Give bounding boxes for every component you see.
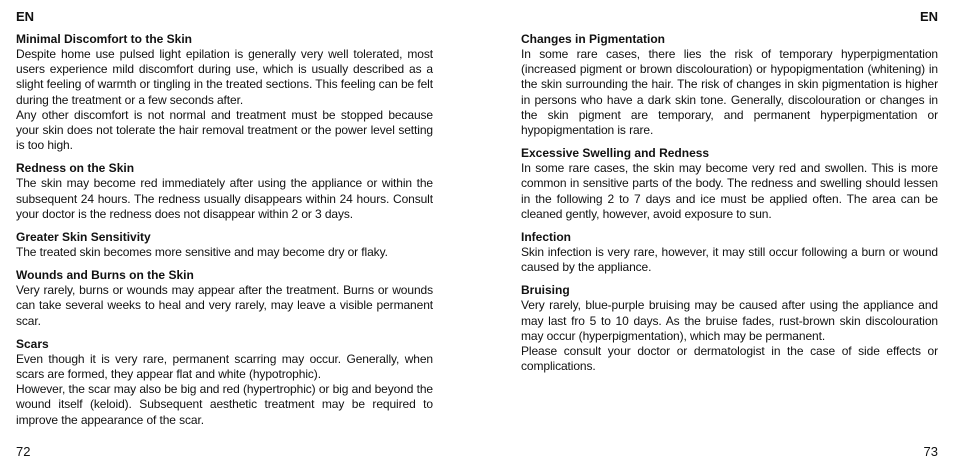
section-minimal-discomfort bbox=[16, 32, 433, 153]
section-paragraph: The treated skin becomes more sensitive and may become dry or flaky. bbox=[16, 245, 388, 260]
section-wounds-burns bbox=[16, 268, 433, 329]
section-paragraph: Please consult your doctor or dermatologist in the case of side effects or complications. bbox=[521, 344, 938, 374]
section-heading: Excessive Swelling and Redness bbox=[521, 146, 710, 161]
language-label: EN bbox=[919, 9, 938, 24]
right-page bbox=[477, 0, 954, 470]
section-pigmentation bbox=[521, 32, 938, 138]
section-heading: Changes in Pigmentation bbox=[521, 32, 666, 46]
section-heading: Infection bbox=[521, 230, 571, 245]
section-paragraph: Very rarely, blue-purple bruising may be caused after using the appliance and may last fro 5 to 10 days. As the bruise fades, rust-brown skin discolouration may occur (hyperpigmentation), which may be permanent. bbox=[521, 298, 938, 343]
section-bruising bbox=[521, 283, 938, 374]
section-paragraph: However, the scar may also be big and red (hypertrophic) or big and beyond the wound itself (keloid). Subsequent aesthetic treatment may be required to improve the appearance of the scar. bbox=[16, 382, 433, 427]
section-heading: Scars bbox=[16, 336, 49, 351]
section-scars bbox=[16, 337, 433, 428]
section-paragraph: Very rarely, burns or wounds may appear after the treatment. Burns or wounds can take several weeks to heal and very rarely, may leave a visible permanent scar. bbox=[16, 283, 433, 328]
section-redness bbox=[16, 161, 433, 222]
section-paragraph: Any other discomfort is not normal and treatment must be stopped because your skin does not tolerate the hair removal treatment or the power level setting is too high. bbox=[16, 107, 433, 153]
section-paragraph: Even though it is very rare, permanent scarring may occur. Generally, when scars are formed, they appear flat and white (hypotrophic). bbox=[16, 351, 433, 382]
section-paragraph: In some rare cases, there lies the risk of temporary hyperpigmentation (increased pigment or brown discolouration) or hypopigmentation (whitening) in the skin surrounding the hair. The risk of changes in skin pigmentation is higher in persons who have a dark skin tone. Generally, discolouration or changes in the skin pigment are temporary, and permanent hyperpigmentation or hypopigmentation is rare. bbox=[521, 47, 938, 138]
section-paragraph: The skin may become red immediately after using the appliance or within the subsequent 24 hours. The redness usually disappears within 24 hours. Consult your doctor is the redness does not disappear within 2 or 3 days. bbox=[16, 176, 433, 221]
section-heading: Wounds and Burns on the Skin bbox=[16, 268, 194, 283]
text-column bbox=[16, 32, 433, 436]
section-paragraph: Skin infection is very rare, however, it may still occur following a burn or wound caused by the appliance. bbox=[521, 245, 938, 275]
section-paragraph: In some rare cases, the skin may become very red and swollen. This is more common in sensitive parts of the body. The redness and swelling should lessen in the following 2 to 7 days and ice must be applied often. The area can be cleaned gently, however, avoid exposure to sun. bbox=[521, 161, 938, 221]
section-infection bbox=[521, 230, 938, 275]
section-heading: Minimal Discomfort to the Skin bbox=[16, 32, 193, 46]
section-sensitivity bbox=[16, 230, 433, 260]
section-heading: Bruising bbox=[521, 283, 570, 298]
page-number: 73 bbox=[923, 444, 938, 459]
page-number: 72 bbox=[16, 444, 31, 459]
section-heading: Greater Skin Sensitivity bbox=[16, 230, 151, 245]
language-label: EN bbox=[16, 9, 35, 24]
section-paragraph: Despite home use pulsed light epilation is generally very well tolerated, most users experience mild discomfort during use, which is usually described as a slight feeling of warmth or tingling in the treated sections. This feeling can be felt during the treatment or a few seconds after. bbox=[16, 47, 433, 107]
text-column bbox=[521, 32, 938, 382]
section-heading: Redness on the Skin bbox=[16, 161, 135, 176]
section-swelling bbox=[521, 146, 938, 222]
